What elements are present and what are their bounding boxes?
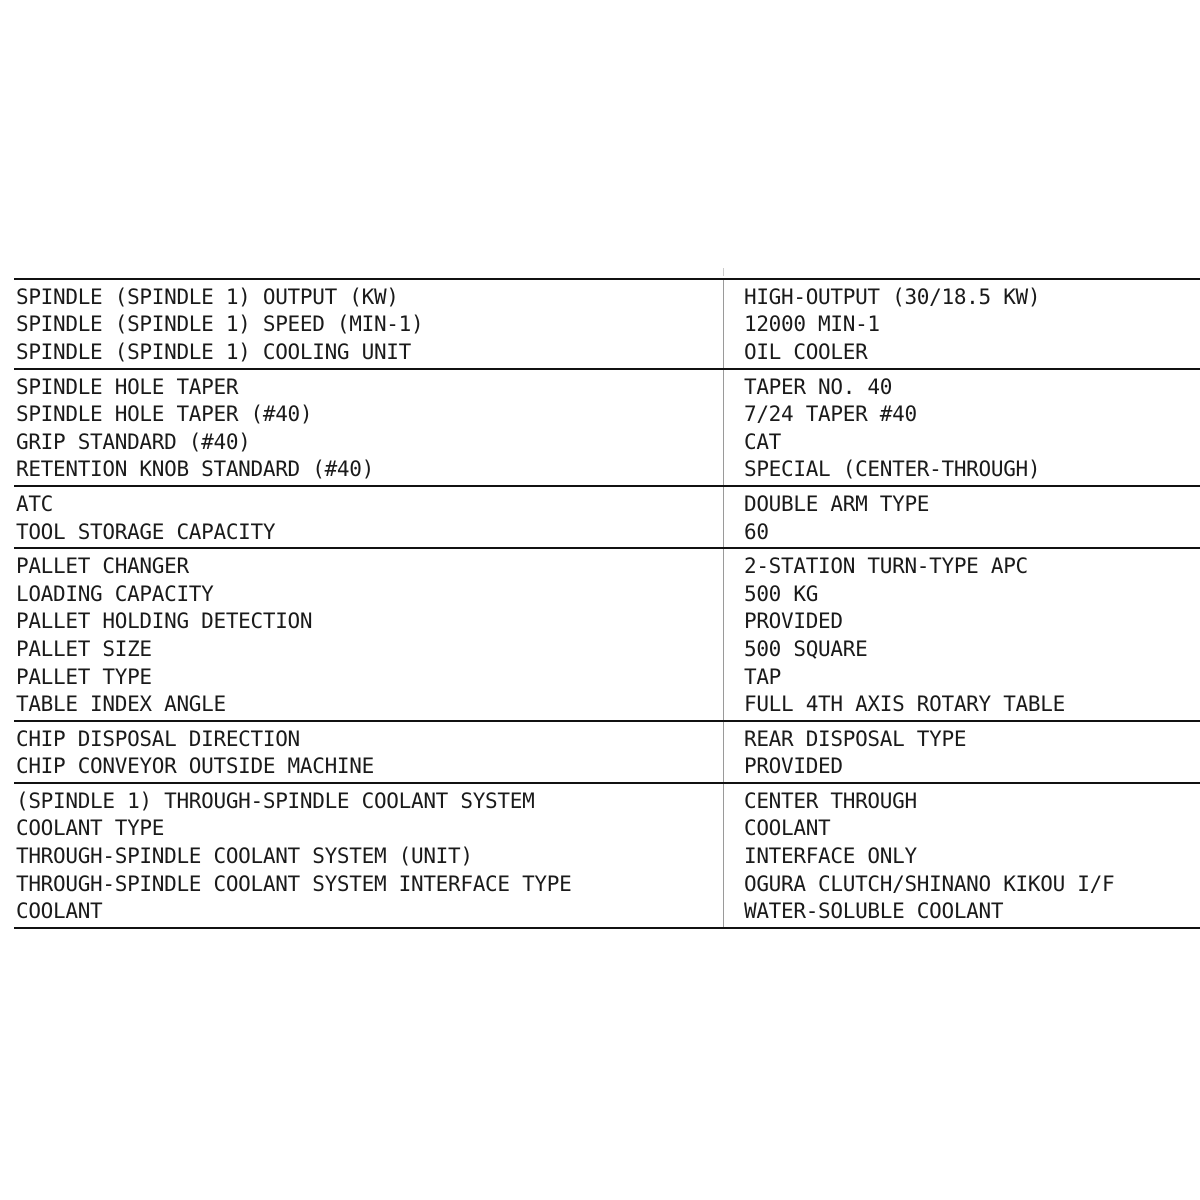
spec-label: PALLET CHANGER [16, 554, 189, 579]
spec-row [14, 456, 1200, 484]
spec-label: TABLE INDEX ANGLE [16, 692, 226, 717]
spec-row [14, 373, 1200, 401]
spec-group-atc [14, 487, 1200, 549]
spec-row [14, 400, 1200, 428]
spec-label: COOLANT [16, 899, 103, 924]
spec-group-chip [14, 722, 1200, 784]
spec-table [14, 278, 1200, 929]
spec-value: OGURA CLUTCH/SHINANO KIKOU I/F [744, 871, 1115, 896]
spec-row [14, 552, 1200, 580]
spec-row [14, 311, 1200, 339]
spec-value: SPECIAL (CENTER-THROUGH) [744, 457, 1041, 482]
spec-group-taper [14, 370, 1200, 487]
spec-row [14, 725, 1200, 753]
spec-label: RETENTION KNOB STANDARD (#40) [16, 457, 374, 482]
spec-label: PALLET HOLDING DETECTION [16, 609, 313, 634]
spec-label: TOOL STORAGE CAPACITY [16, 519, 276, 544]
spec-value: COOLANT [744, 816, 831, 841]
spec-label: LOADING CAPACITY [16, 581, 214, 606]
spec-label: GRIP STANDARD (#40) [16, 429, 251, 454]
spec-label: SPINDLE (SPINDLE 1) OUTPUT (KW) [16, 284, 399, 309]
spec-label: THROUGH-SPINDLE COOLANT SYSTEM INTERFACE TYPE [16, 871, 572, 896]
spec-label: CHIP CONVEYOR OUTSIDE MACHINE [16, 754, 374, 779]
spec-value: 7/24 TAPER #40 [744, 402, 917, 427]
spec-label: SPINDLE HOLE TAPER [16, 374, 239, 399]
spec-label: PALLET TYPE [16, 664, 152, 689]
spec-label: THROUGH-SPINDLE COOLANT SYSTEM (UNIT) [16, 844, 473, 869]
spec-label: CHIP DISPOSAL DIRECTION [16, 726, 300, 751]
spec-row [14, 338, 1200, 366]
spec-row [14, 580, 1200, 608]
spec-row [14, 518, 1200, 546]
spec-value: DOUBLE ARM TYPE [744, 491, 930, 516]
column-divider-tick [723, 268, 724, 276]
spec-value: 2-STATION TURN-TYPE APC [744, 554, 1028, 579]
spec-value: HIGH-OUTPUT (30/18.5 KW) [744, 284, 1041, 309]
spec-row [14, 897, 1200, 925]
spec-label: ATC [16, 491, 54, 516]
spec-group-pallet [14, 549, 1200, 722]
spec-value: TAP [744, 664, 782, 689]
spec-row [14, 283, 1200, 311]
spec-value: PROVIDED [744, 609, 843, 634]
spec-row [14, 753, 1200, 781]
spec-row [14, 787, 1200, 815]
spec-row [14, 608, 1200, 636]
spec-row [14, 490, 1200, 518]
spec-value: REAR DISPOSAL TYPE [744, 726, 967, 751]
spec-value: OIL COOLER [744, 339, 868, 364]
spec-value: INTERFACE ONLY [744, 844, 917, 869]
spec-group-spindle [14, 280, 1200, 370]
spec-row [14, 870, 1200, 898]
spec-value: WATER-SOLUBLE COOLANT [744, 899, 1004, 924]
spec-group-coolant [14, 784, 1200, 929]
spec-value: 60 [744, 519, 769, 544]
spec-value: PROVIDED [744, 754, 843, 779]
spec-value: CENTER THROUGH [744, 788, 917, 813]
spec-value: FULL 4TH AXIS ROTARY TABLE [744, 692, 1065, 717]
spec-row [14, 815, 1200, 843]
spec-value: CAT [744, 429, 782, 454]
spec-value: 12000 MIN-1 [744, 312, 880, 337]
spec-label: (SPINDLE 1) THROUGH-SPINDLE COOLANT SYSTEM [16, 788, 535, 813]
spec-label: SPINDLE (SPINDLE 1) COOLING UNIT [16, 339, 411, 364]
spec-row [14, 663, 1200, 691]
spec-value: TAPER NO. 40 [744, 374, 893, 399]
spec-label: COOLANT TYPE [16, 816, 165, 841]
spec-row [14, 842, 1200, 870]
spec-label: SPINDLE HOLE TAPER (#40) [16, 402, 313, 427]
spec-value: 500 SQUARE [744, 636, 868, 661]
spec-value: 500 KG [744, 581, 819, 606]
spec-label: SPINDLE (SPINDLE 1) SPEED (MIN-1) [16, 312, 424, 337]
spec-label: PALLET SIZE [16, 636, 152, 661]
spec-row [14, 690, 1200, 718]
spec-row [14, 428, 1200, 456]
spec-row [14, 635, 1200, 663]
